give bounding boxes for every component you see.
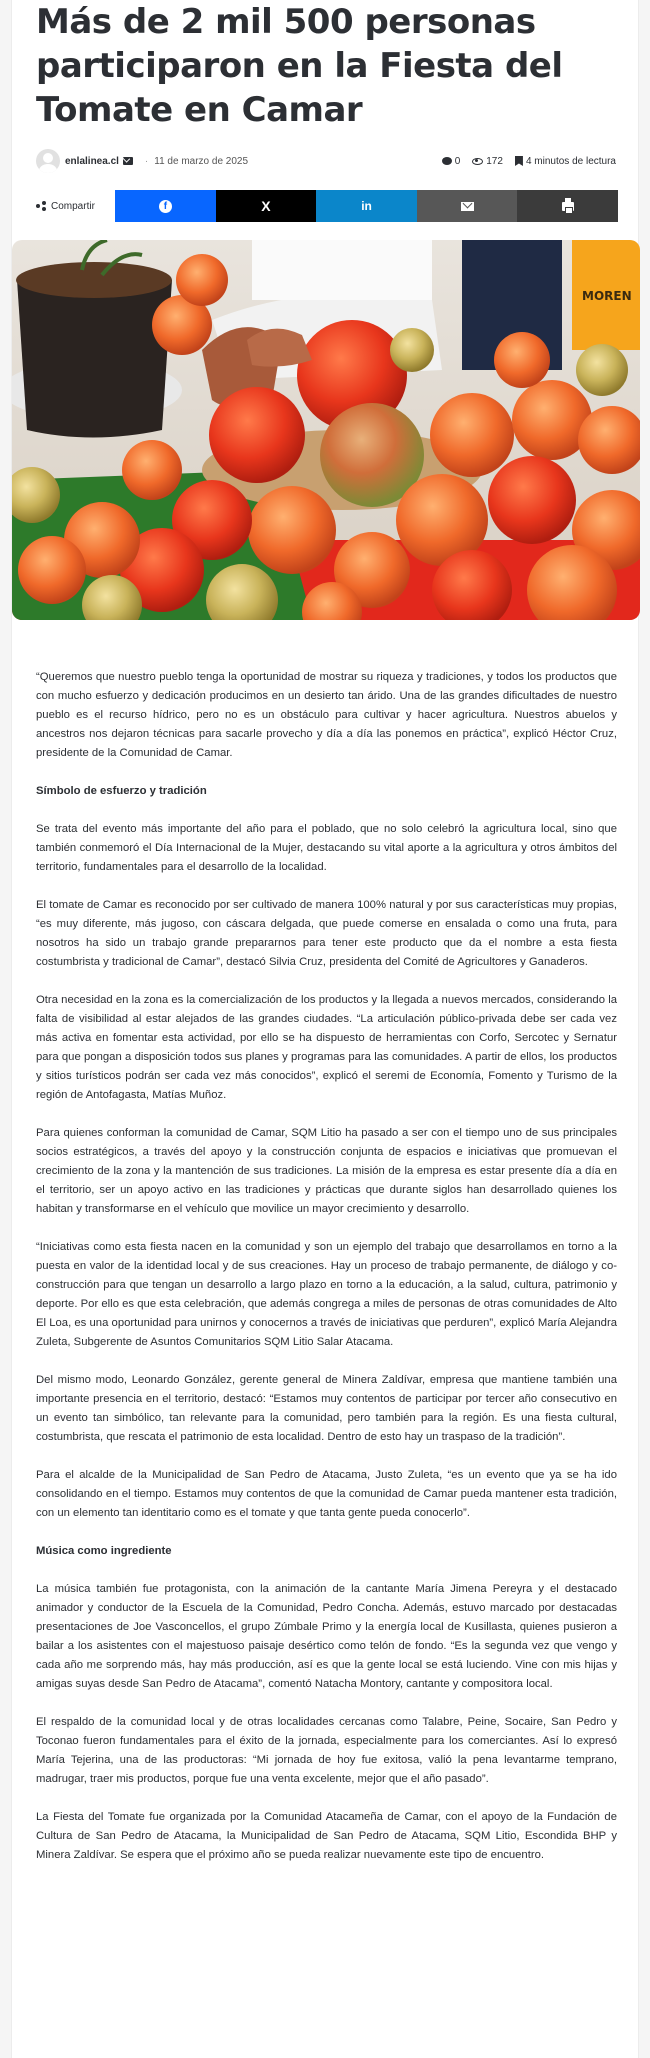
paragraph: El respaldo de la comunidad local y de otras localidades cercanas como Talabre, Peine, Socaire, San Pedro y Toconao fueron fundamentales para el éxito de la jornada, especialmente para los comerciantes. Así lo expresó María Tejerina, una de las productoras: “Mi jornada de hoy fue exitosa, valió la pena levantarme temprano, madrugar, traer mis productos, porque fue una venta excelente, mejor que el año pasado”.: [36, 1716, 617, 1785]
share-x-button[interactable]: [216, 190, 317, 222]
paragraph: La música también fue protagonista, con la animación de la cantante María Jimena Pereyra y el destacado animador y conductor de la Escuela de la Comunidad, Pedro Concha. Además, estuvo marcado por destacadas presentaciones de Joe Vasconcellos, el grupo Zúmbale Primo y la energía local de Kusillasta, quienes pusieron a bailar a los asistentes con el majestuoso paisaje desértico como telón de fondo. “Es la segunda vez que vengo y cada año me sorprendo más, hay más producción, así es que la gente local se está luciendo. Vine con mis hijas y amigas suyas desde San Pedro de Atacama”, comentó Natacha Montory, cantante y compositora local.: [36, 1583, 617, 1690]
paragraph: El tomate de Camar es reconocido por ser cultivado de manera 100% natural y por sus características muy propias, “es muy diferente, más jugoso, con cáscara delgada, que puede comerse en ensalada o como una fruta, para nosotros ha sido un trabajo grande prepararnos para tener este producto que da el nombre a esta fiesta costumbrista y tradicional de Camar”, destacó Silvia Cruz, presidenta del Comité de Agricultores y Ganaderos.: [36, 899, 617, 968]
section-heading: Música como ingrediente: [36, 1545, 172, 1557]
views-value: 172: [486, 155, 503, 167]
views-count: [472, 156, 503, 167]
printer-icon: [562, 202, 574, 211]
comments-count[interactable]: [442, 156, 461, 167]
facebook-icon: f: [159, 200, 172, 213]
sign-text: MOREN: [582, 289, 632, 303]
publish-date: 11 de marzo de 2025: [154, 155, 249, 167]
reading-time-value: 4 minutos de lectura: [525, 155, 616, 167]
article-title: Más de 2 mil 500 personas participaron en la Fiesta del Tomate en Camar: [36, 2, 563, 130]
share-label: [36, 201, 115, 212]
paragraph: Para quienes conforman la comunidad de Camar, SQM Litio ha pasado a ser con el tiempo uno de sus principales socios estratégicos, a través del apoyo y la construcción conjunta de espacios e iniciativas que promuevan el crecimiento de la zona y la mantención de sus tradiciones. La misión de la empresa es estar presente día a día en el territorio, ser un apoyo activo en las tradiciones y prácticas que durante siglos han desarrollado quienes los habitan y transformarse en el vehículo que movilice un mayor crecimiento y desarrollo.: [36, 1127, 617, 1215]
paragraph: Para el alcalde de la Municipalidad de San Pedro de Atacama, Justo Zuleta, “es un evento que ya se ha ido consolidando en el tiempo. Estamos muy contentos de que la comunidad de Camar pueda mantener esta tradición, con un elemento tan identitario como es el tomate y que tanta gente pueda conocerlo”.: [36, 1469, 617, 1519]
x-icon: X: [261, 198, 271, 214]
paragraph: Del mismo modo, Leonardo González, gerente general de Minera Zaldívar, empresa que mantiene también una importante presencia en el territorio, destacó: “Estamos muy contentos de participar por tercer año consecutivo en un evento tan simbólico, tan relevante para la comunidad, pero también para la región. Es una fiesta cultural, costumbrista, que rescata el patrimonio de esta localidad. Dentro de esto hay un traspaso de la tradición”.: [36, 1374, 617, 1443]
article-meta: [36, 148, 616, 174]
hero-image: [12, 240, 640, 620]
reading-time: [515, 156, 616, 167]
eye-icon: [472, 158, 483, 165]
comments-value: 0: [454, 155, 461, 167]
author-name[interactable]: enlalinea.cl: [65, 155, 119, 167]
share-icon: [36, 201, 46, 211]
share-label-text: Compartir: [51, 200, 95, 212]
paragraph: “Queremos que nuestro pueblo tenga la oportunidad de mostrar su riqueza y tradiciones, y todos los productos que con mucho esfuerzo y dedicación producimos en un desierto tan árido. Una de las grandes dificultades de nuestro pueblo es el recurso hídrico, pero no es un obstáculo para cultivar y hacer agricultura. Nuestros abuelos y ancestros nos dejaron técnicas para sacarle provecho y día a día las ponemos en práctica”, explicó Héctor Cruz, presidente de la Comunidad de Camar.: [36, 671, 617, 759]
share-print-button[interactable]: [517, 190, 618, 222]
share-facebook-button[interactable]: [115, 190, 216, 222]
paragraph: Se trata del evento más importante del año para el poblado, que no solo celebró la agricultura local, sino que también conmemoró el Día Internacional de la Mujer, destacando su vital aporte a la agricultura y otros ámbitos del territorio, fundamentales para el desarrollo de la localidad.: [36, 823, 617, 873]
bookmark-icon: [515, 156, 523, 166]
meta-stats: [442, 156, 616, 167]
tomato-photo: [12, 240, 640, 620]
meta-separator: ·: [144, 155, 149, 167]
article-container: [11, 0, 639, 2058]
paragraph: Otra necesidad en la zona es la comercialización de los productos y la llegada a nuevos mercados, considerando la falta de visibilidad al estar alejados de las grandes ciudades. “La articulación público-privada debe ser cada vez más activa en fomentar esta actividad, por ello se ha dispuesto de herramientas con Corfo, Sercotec y Sernatur para que pongan a disposición todos sus planes y programas para las comunidades. A partir de ellos, los productos y sitios turísticos podrán ser cada vez más conocidos”, explicó el seremi de Economía, Fomento y Turismo de la región de Antofagasta, Matías Muñoz.: [36, 994, 617, 1101]
share-linkedin-button[interactable]: [316, 190, 417, 222]
envelope-icon: [461, 202, 474, 211]
paragraph: La Fiesta del Tomate fue organizada por la Comunidad Atacameña de Camar, con el apoyo de la Fundación de Cultura de San Pedro de Atacama, la Municipalidad de San Pedro de Atacama, SQM Litio, Escondida BHP y Minera Zaldívar. Se espera que el próximo año se pueda realizar nuevamente este tipo de encuentro.: [36, 1811, 617, 1861]
article-body: [36, 668, 617, 1884]
linkedin-icon: in: [361, 199, 372, 213]
paragraph: “Iniciativas como esta fiesta nacen en la comunidad y son un ejemplo del trabajo que desarrollamos en torno a la puesta en valor de la identidad local y de sus creaciones. Hay un proceso de trabajo permanente, de diálogo y co-construcción para que tengan un desarrollo a largo plazo en torno a la educación, a la salud, cultura, patrimonio y deporte. Por ello es que esta celebración, que además congrega a miles de personas de otras comunidades de Alto El Loa, es una oportunidad para unirnos y conocernos a través de iniciativas que perduren”, explicó María Alejandra Zuleta, Subgerente de Asuntos Comunitarios SQM Litio Salar Atacama.: [36, 1241, 617, 1348]
comments-icon: [442, 157, 452, 165]
share-bar: [36, 190, 618, 222]
author-avatar-icon[interactable]: [36, 149, 60, 173]
section-heading: Símbolo de esfuerzo y tradición: [36, 785, 207, 797]
share-email-button[interactable]: [417, 190, 518, 222]
author-email-icon[interactable]: [123, 157, 133, 165]
